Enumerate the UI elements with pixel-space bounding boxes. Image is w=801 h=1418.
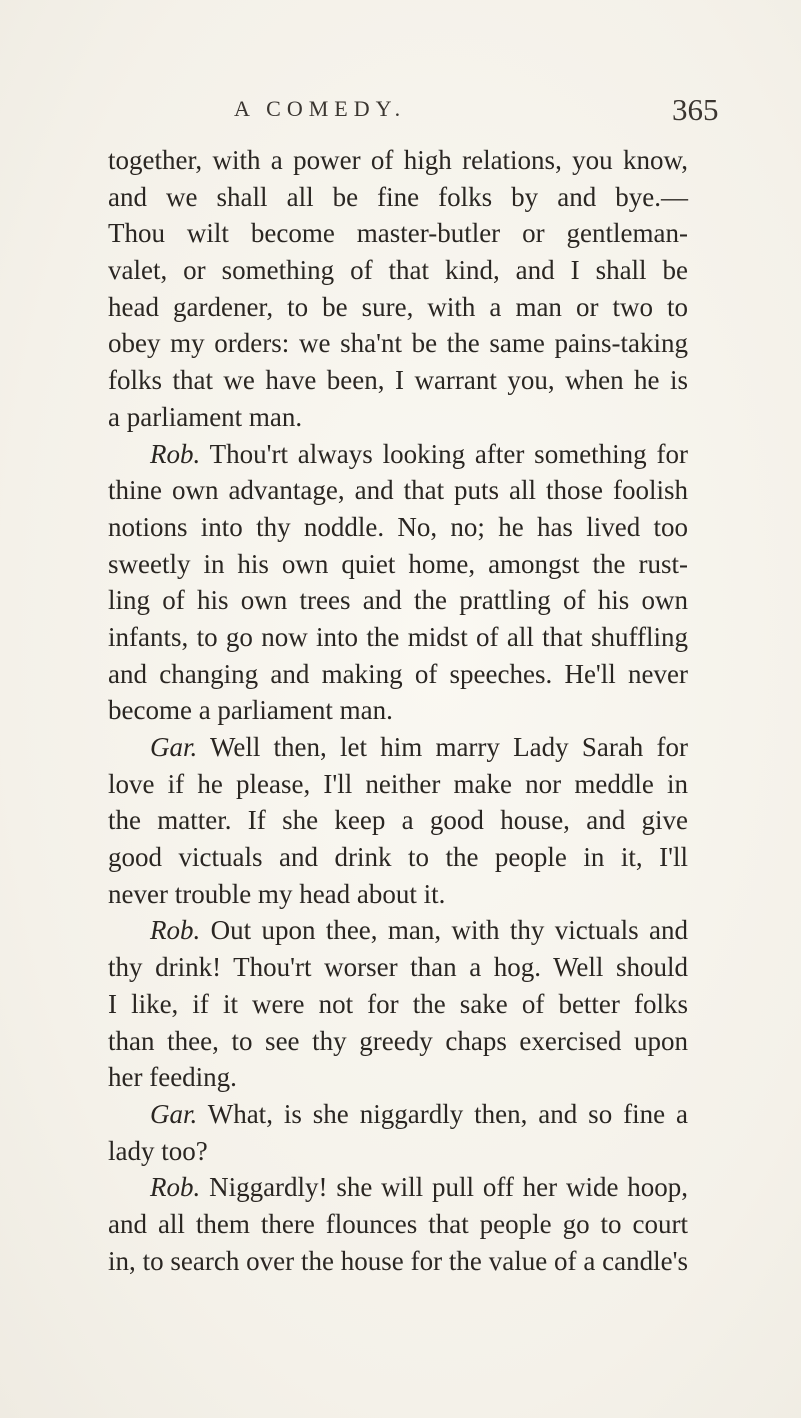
text-line <box>108 1206 688 1243</box>
text-line <box>108 1096 688 1133</box>
text-line <box>108 839 688 876</box>
text-line <box>108 1133 688 1170</box>
line-text: her feeding. <box>108 1062 237 1093</box>
line-text: the matter. If she keep a good house, and give <box>108 805 688 836</box>
line-text: good victuals and drink to the people in it, I'll <box>108 842 688 873</box>
text-line <box>108 582 688 619</box>
text-line <box>108 1169 688 1206</box>
speaker-label: Rob. <box>150 438 201 469</box>
line-text: and changing and making of speeches. He'll never <box>108 658 688 689</box>
line-text: folks that we have been, I warrant you, when he is <box>108 365 688 396</box>
line-text: and we shall all be fine folks by and bye.— <box>108 181 688 212</box>
line-text: love if he please, I'll neither make nor meddle in <box>108 768 688 799</box>
line-text: Thou wilt become master-butler or gentleman- <box>108 218 688 249</box>
running-title: A COMEDY. <box>234 96 407 121</box>
text-line <box>108 1243 688 1280</box>
line-text: Niggardly! she will pull off her wide hoop, <box>209 1172 689 1203</box>
line-text: together, with a power of high relations, you know, <box>108 145 688 175</box>
speaker-label: Gar. <box>150 1098 198 1129</box>
line-text: sweetly in his own quiet home, amongst the rust- <box>108 548 688 579</box>
text-line <box>108 215 688 252</box>
text-line <box>108 619 688 656</box>
text-line <box>108 1059 688 1096</box>
text-line <box>108 509 688 546</box>
text-line <box>108 766 688 803</box>
line-text: a parliament man. <box>108 401 303 432</box>
text-line <box>108 436 688 473</box>
line-text: ling of his own trees and the prattling of his own <box>108 585 688 616</box>
line-text: Out upon thee, man, with thy victuals and <box>210 915 689 946</box>
line-text: and all them there flounces that people go to court <box>108 1208 688 1239</box>
line-text: What, is she niggardly then, and so fine a <box>207 1098 689 1129</box>
text-line <box>108 656 688 693</box>
page-number: 365 <box>672 92 719 127</box>
text-line <box>108 876 688 913</box>
line-text: Well then, let him marry Lady Sarah for <box>210 732 689 762</box>
text-line <box>108 912 688 949</box>
text-line <box>108 729 688 766</box>
line-text: I like, if it were not for the sake of better folks <box>108 988 688 1019</box>
line-text: valet, or something of that kind, and I shall be <box>108 255 688 286</box>
line-text: never trouble my head about it. <box>108 878 446 909</box>
text-line <box>108 472 688 509</box>
text-line <box>108 949 688 986</box>
line-text: Thou'rt always looking after something for <box>209 438 688 469</box>
line-text: obey my orders: we sha'nt be the same pains-taking <box>108 328 688 359</box>
speaker-label: Rob. <box>150 1172 201 1203</box>
text-line <box>108 802 688 839</box>
line-text: in, to search over the house for the value of a candle's <box>108 1245 688 1276</box>
text-line <box>108 142 688 179</box>
line-text: become a parliament man. <box>108 695 393 726</box>
line-text: notions into thy noddle. No, no; he has lived too <box>108 511 688 542</box>
speaker-label: Rob. <box>150 915 201 946</box>
text-line <box>108 179 688 216</box>
text-line <box>108 362 688 399</box>
text-line <box>108 399 688 436</box>
text-line <box>108 692 688 729</box>
text-line <box>108 986 688 1023</box>
text-line <box>108 546 688 583</box>
text-line <box>108 1023 688 1060</box>
text-line <box>108 289 688 326</box>
line-text: thine own advantage, and that puts all those foolish <box>108 475 688 506</box>
text-line <box>108 252 688 289</box>
text-line <box>108 325 688 362</box>
running-head <box>0 92 801 132</box>
body-text <box>108 142 688 1279</box>
line-text: infants, to go now into the midst of all that shuffling <box>108 621 688 652</box>
line-text: thy drink! Thou'rt worser than a hog. Well should <box>108 952 688 983</box>
line-text: head gardener, to be sure, with a man or two to <box>108 291 688 322</box>
line-text: than thee, to see thy greedy chaps exercised upon <box>108 1025 688 1056</box>
line-text: lady too? <box>108 1135 208 1166</box>
speaker-label: Gar. <box>150 732 198 762</box>
